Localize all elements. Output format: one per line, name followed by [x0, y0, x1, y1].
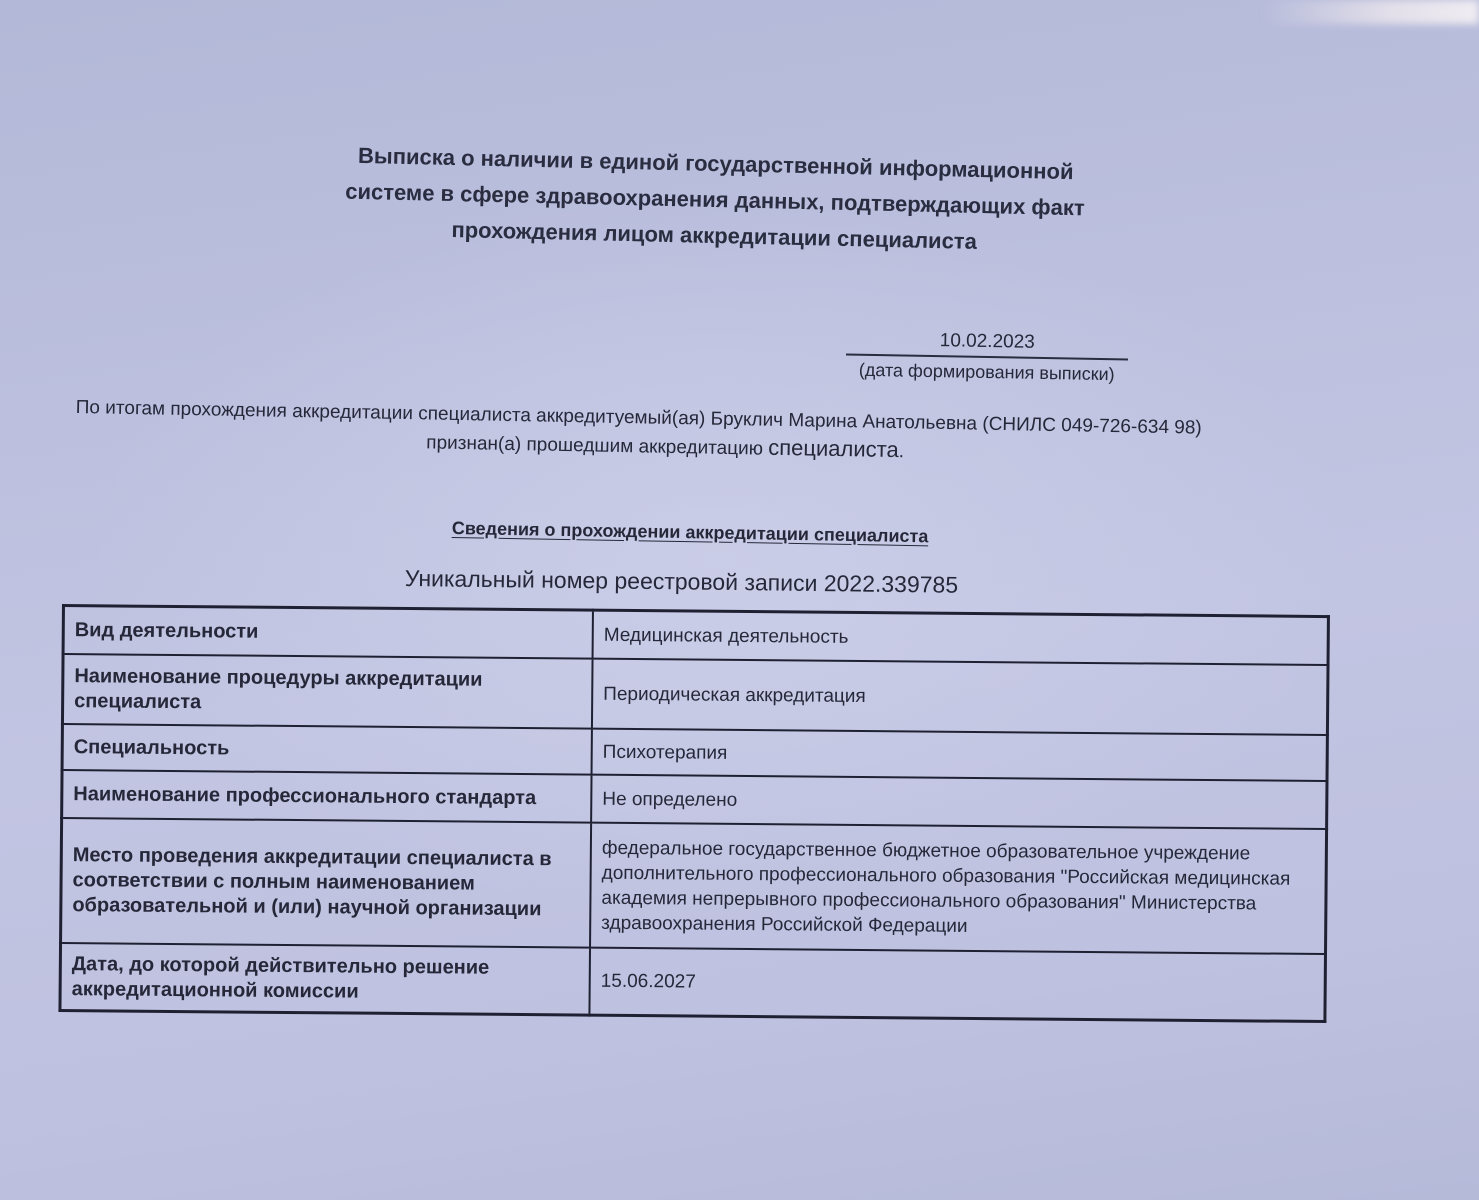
- row-label: Вид деятельности: [63, 606, 593, 659]
- table-row: [62, 654, 1328, 735]
- title-line-1: Выписка о наличии в единой государственной информационной: [357, 142, 1074, 185]
- registry-number: Уникальный номер реестровой записи 2022.339785: [404, 565, 959, 598]
- title-line-2: системе в сфере здравоохранения данных, подтверждающих факт: [344, 178, 1086, 221]
- section-heading: Сведения о прохождении аккредитации специалиста: [451, 518, 929, 547]
- accreditation-table: [58, 604, 1330, 1023]
- row-label: Место проведения аккредитации специалиста в соответствии с полным наименованием образовательной и (или) научной организации: [61, 818, 592, 948]
- intro-line-1: По итогам прохождения аккредитации специалиста аккредитуемый(ая) Бруклич Марина Анатольевна (СНИЛС 049-726-634 98): [75, 396, 1202, 439]
- intro-paragraph: [75, 394, 1316, 473]
- intro-line-2-emphasis: специалиста: [768, 434, 899, 463]
- row-value: Психотерапия: [592, 729, 1328, 781]
- row-value: федеральное государственное бюджетное образовательное учреждение дополнительного профессионального образования "Российская медицинская академия непрерывного профессионального образования" Министерства здравоохранения Российской Федерации: [590, 823, 1327, 954]
- row-value: 15.06.2027: [589, 948, 1325, 1022]
- title-line-3: прохождения лицом аккредитации специалиста: [451, 217, 978, 254]
- document-title: [299, 137, 1131, 264]
- row-value: Периодическая аккредитация: [592, 659, 1328, 735]
- intro-line-2-prefix: признан(а) прошедшим аккредитацию: [426, 432, 764, 460]
- table-row: [60, 943, 1326, 1022]
- row-label: Дата, до которой действительно решение аккредитационной комиссии: [60, 943, 590, 1015]
- light-glare: [1259, 0, 1479, 24]
- accreditation-table-wrapper: [58, 604, 1330, 1023]
- intro-line-2-suffix: .: [898, 441, 905, 463]
- issue-date: 10.02.2023: [846, 328, 1128, 361]
- row-value: Медицинская деятельность: [593, 610, 1329, 665]
- row-label: Специальность: [62, 724, 592, 775]
- date-block: [846, 328, 1129, 387]
- row-label: Наименование профессионального стандарта: [62, 770, 592, 823]
- table-row: [61, 818, 1327, 954]
- row-value: Не определено: [591, 775, 1327, 829]
- issue-date-caption: (дата формирования выписки): [858, 359, 1115, 385]
- row-label: Наименование процедуры аккредитации специалиста: [62, 654, 592, 729]
